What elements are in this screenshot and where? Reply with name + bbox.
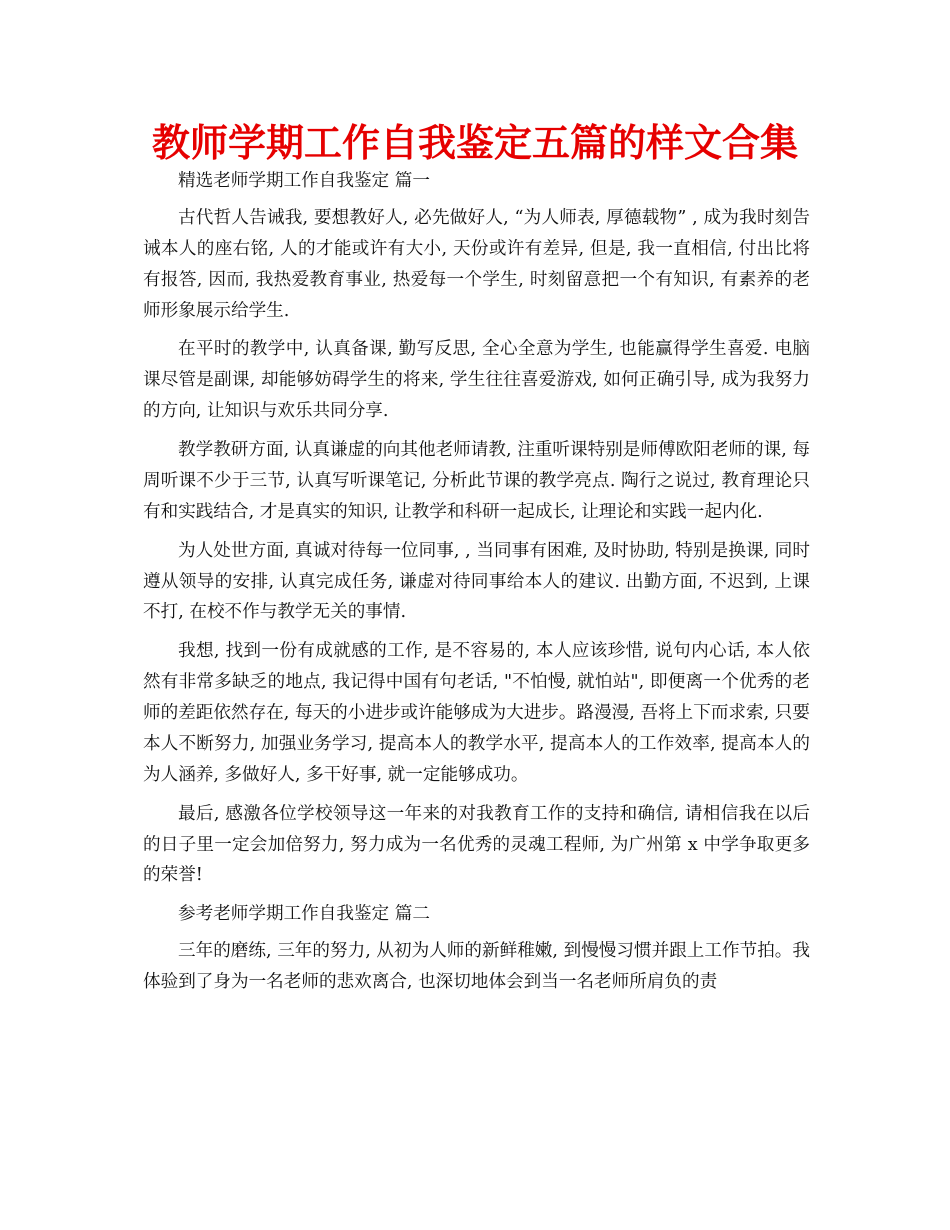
paragraph: 最后, 感激各位学校领导这一年来的对我教育工作的支持和确信, 请相信我在以后的日子里一定会加倍努力, 努力成为一名优秀的灵魂工程师, 为广州第 x 中学争取更多的荣誉! [143,803,810,886]
paragraph: 古代哲人告诫我, 要想教好人, 必先做好人, “为人师表, 厚德载物” , 成为我时刻告诫本人的座右铭, 人的才能或许有大小, 天份或许有差异, 但是, 我一直相信, 付出比将有报答, 因而, 我热爱教育事业, 热爱每一个学生, 时刻留意把一个有知识, 有素养的老师形象展示给学生. [143,207,810,321]
paragraph: 为人处世方面, 真诚对待每一位同事, , 当同事有困难, 及时协助, 特别是换课, 同时遵从领导的安排, 认真完成任务, 谦虚对待同事给本人的建议. 出勤方面, 不迟到, 上课不打, 在校不作与教学无关的事情. [143,540,810,623]
paragraph: 在平时的教学中, 认真备课, 勤写反思, 全心全意为学生, 也能赢得学生喜爱. 电脑课尽管是副课, 却能够妨碍学生的将来, 学生往往喜爱游戏, 如何正确引导, 成为我努力的方向, 让知识与欢乐共同分享. [143,339,810,422]
section-heading: 参考老师学期工作自我鉴定 篇二 [178,904,430,925]
document-title: 教师学期工作自我鉴定五篇的样文合集 [151,121,798,165]
section-heading: 精选老师学期工作自我鉴定 篇一 [178,171,430,191]
document-body [143,166,810,1006]
paragraph: 教学教研方面, 认真谦虚的向其他老师请教, 注重听课特别是师傅欧阳老师的课, 每周听课不少于三节, 认真写听课笔记, 分析此节课的教学亮点. 陶行之说过, 教育理论只有和实践结合, 才是真实的知识, 让教学和科研一起成长, 让理论和实践一起内化. [143,440,810,522]
paragraph: 我想, 找到一份有成就感的工作, 是不容易的, 本人应该珍惜, 说句内心话, 本人依然有非常多缺乏的地点, 我记得中国有句老话, "不怕慢, 就怕站", 即便离一个优秀的老师的差距依然存在, 每天的小进步或许能够成为大进步。路漫漫, 吾将上下而求索, 只要本人不断努力, 加强业务学习, 提高本人的教学水平, 提高本人的工作效率, 提高本人的为人涵养, 多做好人, 多干好事, 就一定能够成功。 [143,641,810,785]
paragraph: 三年的磨练, 三年的努力, 从初为人师的新鲜稚嫩, 到慢慢习惯并跟上工作节拍。我体验到了身为一名老师的悲欢离合, 也深切地体会到当一名老师所肩负的责 [143,941,810,993]
